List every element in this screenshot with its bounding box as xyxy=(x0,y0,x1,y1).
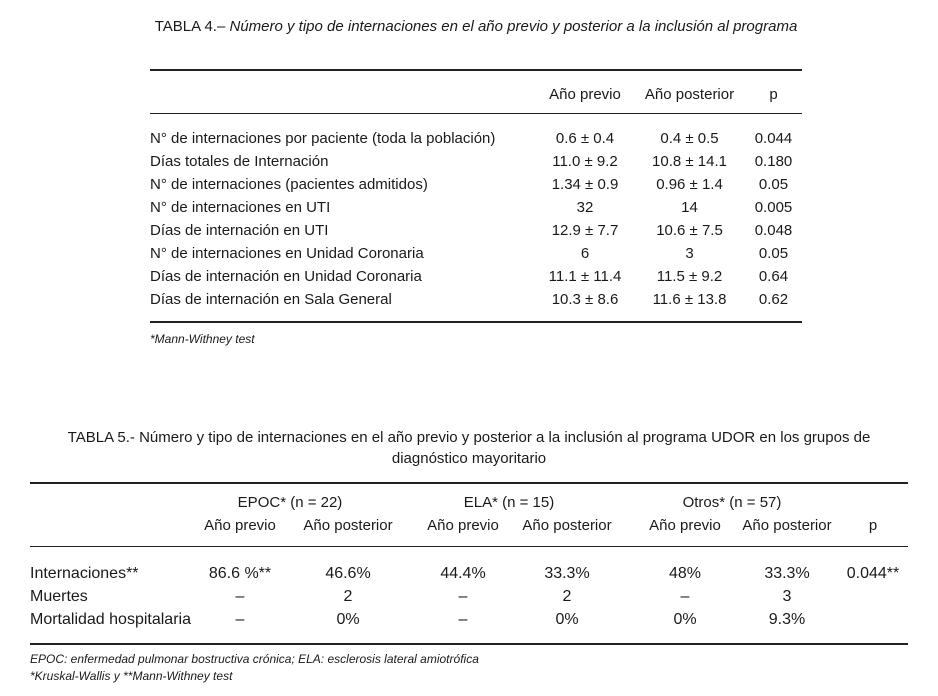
cell: 9.3% xyxy=(768,611,806,628)
table4-caption-text: Número y tipo de internaciones en el año previo y posterior a la inclusión al programa xyxy=(225,18,798,35)
row-label: Mortalidad hospitalaria xyxy=(30,611,191,628)
value-p: 0.05 xyxy=(758,245,789,262)
row-label: N° de internaciones en Unidad Coronaria xyxy=(150,245,424,262)
table4-header-post: Año posterior xyxy=(644,86,735,103)
table4-footnote: *Mann-Withney test xyxy=(150,332,255,346)
value-prev: 6 xyxy=(580,245,590,262)
table4-bottom-rule xyxy=(150,321,802,323)
table5-subheader: Año posterior xyxy=(522,517,612,534)
row-label: Muertes xyxy=(30,588,88,605)
cell: – xyxy=(235,611,245,628)
cell: 0% xyxy=(336,611,360,628)
row-label: N° de internaciones por paciente (toda la población) xyxy=(150,130,496,147)
cell: 2 xyxy=(343,588,353,605)
table5-subheader: Año previo xyxy=(649,517,721,534)
cell: 48% xyxy=(668,565,702,582)
table-row xyxy=(30,562,908,585)
table5-subheader: Año posterior xyxy=(742,517,832,534)
row-label: Días de internación en Sala General xyxy=(150,291,392,308)
value-post: 10.6 ± 7.5 xyxy=(656,222,723,239)
table-row xyxy=(150,242,802,265)
table4-top-rule xyxy=(150,69,802,71)
table5-group-epoc: EPOC* (n = 22) xyxy=(237,494,343,511)
cell: 0.044** xyxy=(846,565,900,582)
cell: 2 xyxy=(562,588,572,605)
table5-subheader-p: p xyxy=(868,517,878,534)
row-label: N° de internaciones en UTI xyxy=(150,199,331,216)
value-p: 0.180 xyxy=(754,153,793,170)
row-label: Días de internación en Unidad Coronaria xyxy=(150,268,422,285)
table-row xyxy=(150,150,802,173)
cell: 44.4% xyxy=(440,565,486,582)
table4-header-p: p xyxy=(769,86,778,103)
table-row xyxy=(150,265,802,288)
value-post: 0.96 ± 1.4 xyxy=(656,176,723,193)
value-post: 14 xyxy=(681,199,698,216)
row-label: Internaciones** xyxy=(30,565,139,582)
table4-header-prev: Año previo xyxy=(549,86,621,103)
table5-subheader: Año previo xyxy=(204,517,276,534)
table4-header-row xyxy=(150,83,802,106)
row-label: Días de internación en UTI xyxy=(150,222,329,239)
value-post: 11.6 ± 13.8 xyxy=(652,291,727,308)
value-p: 0.64 xyxy=(758,268,789,285)
cell: 33.3% xyxy=(544,565,590,582)
table5-group-otros: Otros* (n = 57) xyxy=(682,494,782,511)
value-p: 0.62 xyxy=(758,291,789,308)
row-label: N° de internaciones (pacientes admitidos) xyxy=(150,176,428,193)
table4-header-rule xyxy=(150,113,802,114)
table4-header xyxy=(150,83,802,105)
value-p: 0.048 xyxy=(754,222,793,239)
value-prev: 11.0 ± 9.2 xyxy=(552,153,618,170)
value-post: 3 xyxy=(685,245,694,262)
cell: 33.3% xyxy=(764,565,810,582)
table4-caption xyxy=(150,16,802,38)
table-row xyxy=(150,288,802,311)
value-prev: 11.1 ± 11.4 xyxy=(548,268,622,285)
table-row xyxy=(30,585,908,608)
table5-footnote-abbrev: EPOC: enfermedad pulmonar bostructiva crónica; ELA: esclerosis lateral amiotrófica xyxy=(30,652,479,666)
table5-subheader: Año posterior xyxy=(303,517,393,534)
cell: 3 xyxy=(782,588,792,605)
row-label: Días totales de Internación xyxy=(150,153,329,170)
table5-caption: TABLA 5.- Número y tipo de internaciones en el año previo y posterior a la inclusión al programa UDOR en los grupos de diagnóstico mayoritario xyxy=(67,429,871,467)
table-row xyxy=(30,608,908,631)
value-post: 11.5 ± 9.2 xyxy=(656,268,723,285)
value-post: 0.4 ± 0.5 xyxy=(660,130,719,147)
value-prev: 12.9 ± 7.7 xyxy=(551,222,619,239)
table-row xyxy=(150,219,802,242)
cell: 86.6 %** xyxy=(208,565,272,582)
cell: – xyxy=(680,588,690,605)
cell: – xyxy=(235,588,245,605)
value-post: 10.8 ± 14.1 xyxy=(652,153,727,170)
value-prev: 0.6 ± 0.4 xyxy=(555,130,615,147)
value-p: 0.005 xyxy=(754,199,793,216)
table5-top-rule xyxy=(30,482,908,484)
cell: – xyxy=(458,588,468,605)
cell: 46.6% xyxy=(325,565,371,582)
table-row xyxy=(150,173,802,196)
table4-caption-lead: TABLA 4.– xyxy=(154,18,226,35)
value-p: 0.044 xyxy=(754,130,793,147)
cell: 0% xyxy=(555,611,579,628)
table5-footnote-tests: *Kruskal-Wallis y **Mann-Withney test xyxy=(30,669,233,683)
value-prev: 32 xyxy=(576,199,594,216)
value-prev: 10.3 ± 8.6 xyxy=(551,291,619,308)
value-p: 0.05 xyxy=(758,176,789,193)
table5-bottom-rule xyxy=(30,643,908,645)
table4-body xyxy=(150,127,802,311)
table5-subheader: Año previo xyxy=(427,517,499,534)
table-row xyxy=(150,196,802,219)
table5-header-rule xyxy=(30,546,908,547)
cell: – xyxy=(458,611,468,628)
table5-group-ela: ELA* (n = 15) xyxy=(463,494,555,511)
value-prev: 1.34 ± 0.9 xyxy=(551,176,619,193)
cell: 0% xyxy=(673,611,697,628)
table-row xyxy=(150,127,802,150)
